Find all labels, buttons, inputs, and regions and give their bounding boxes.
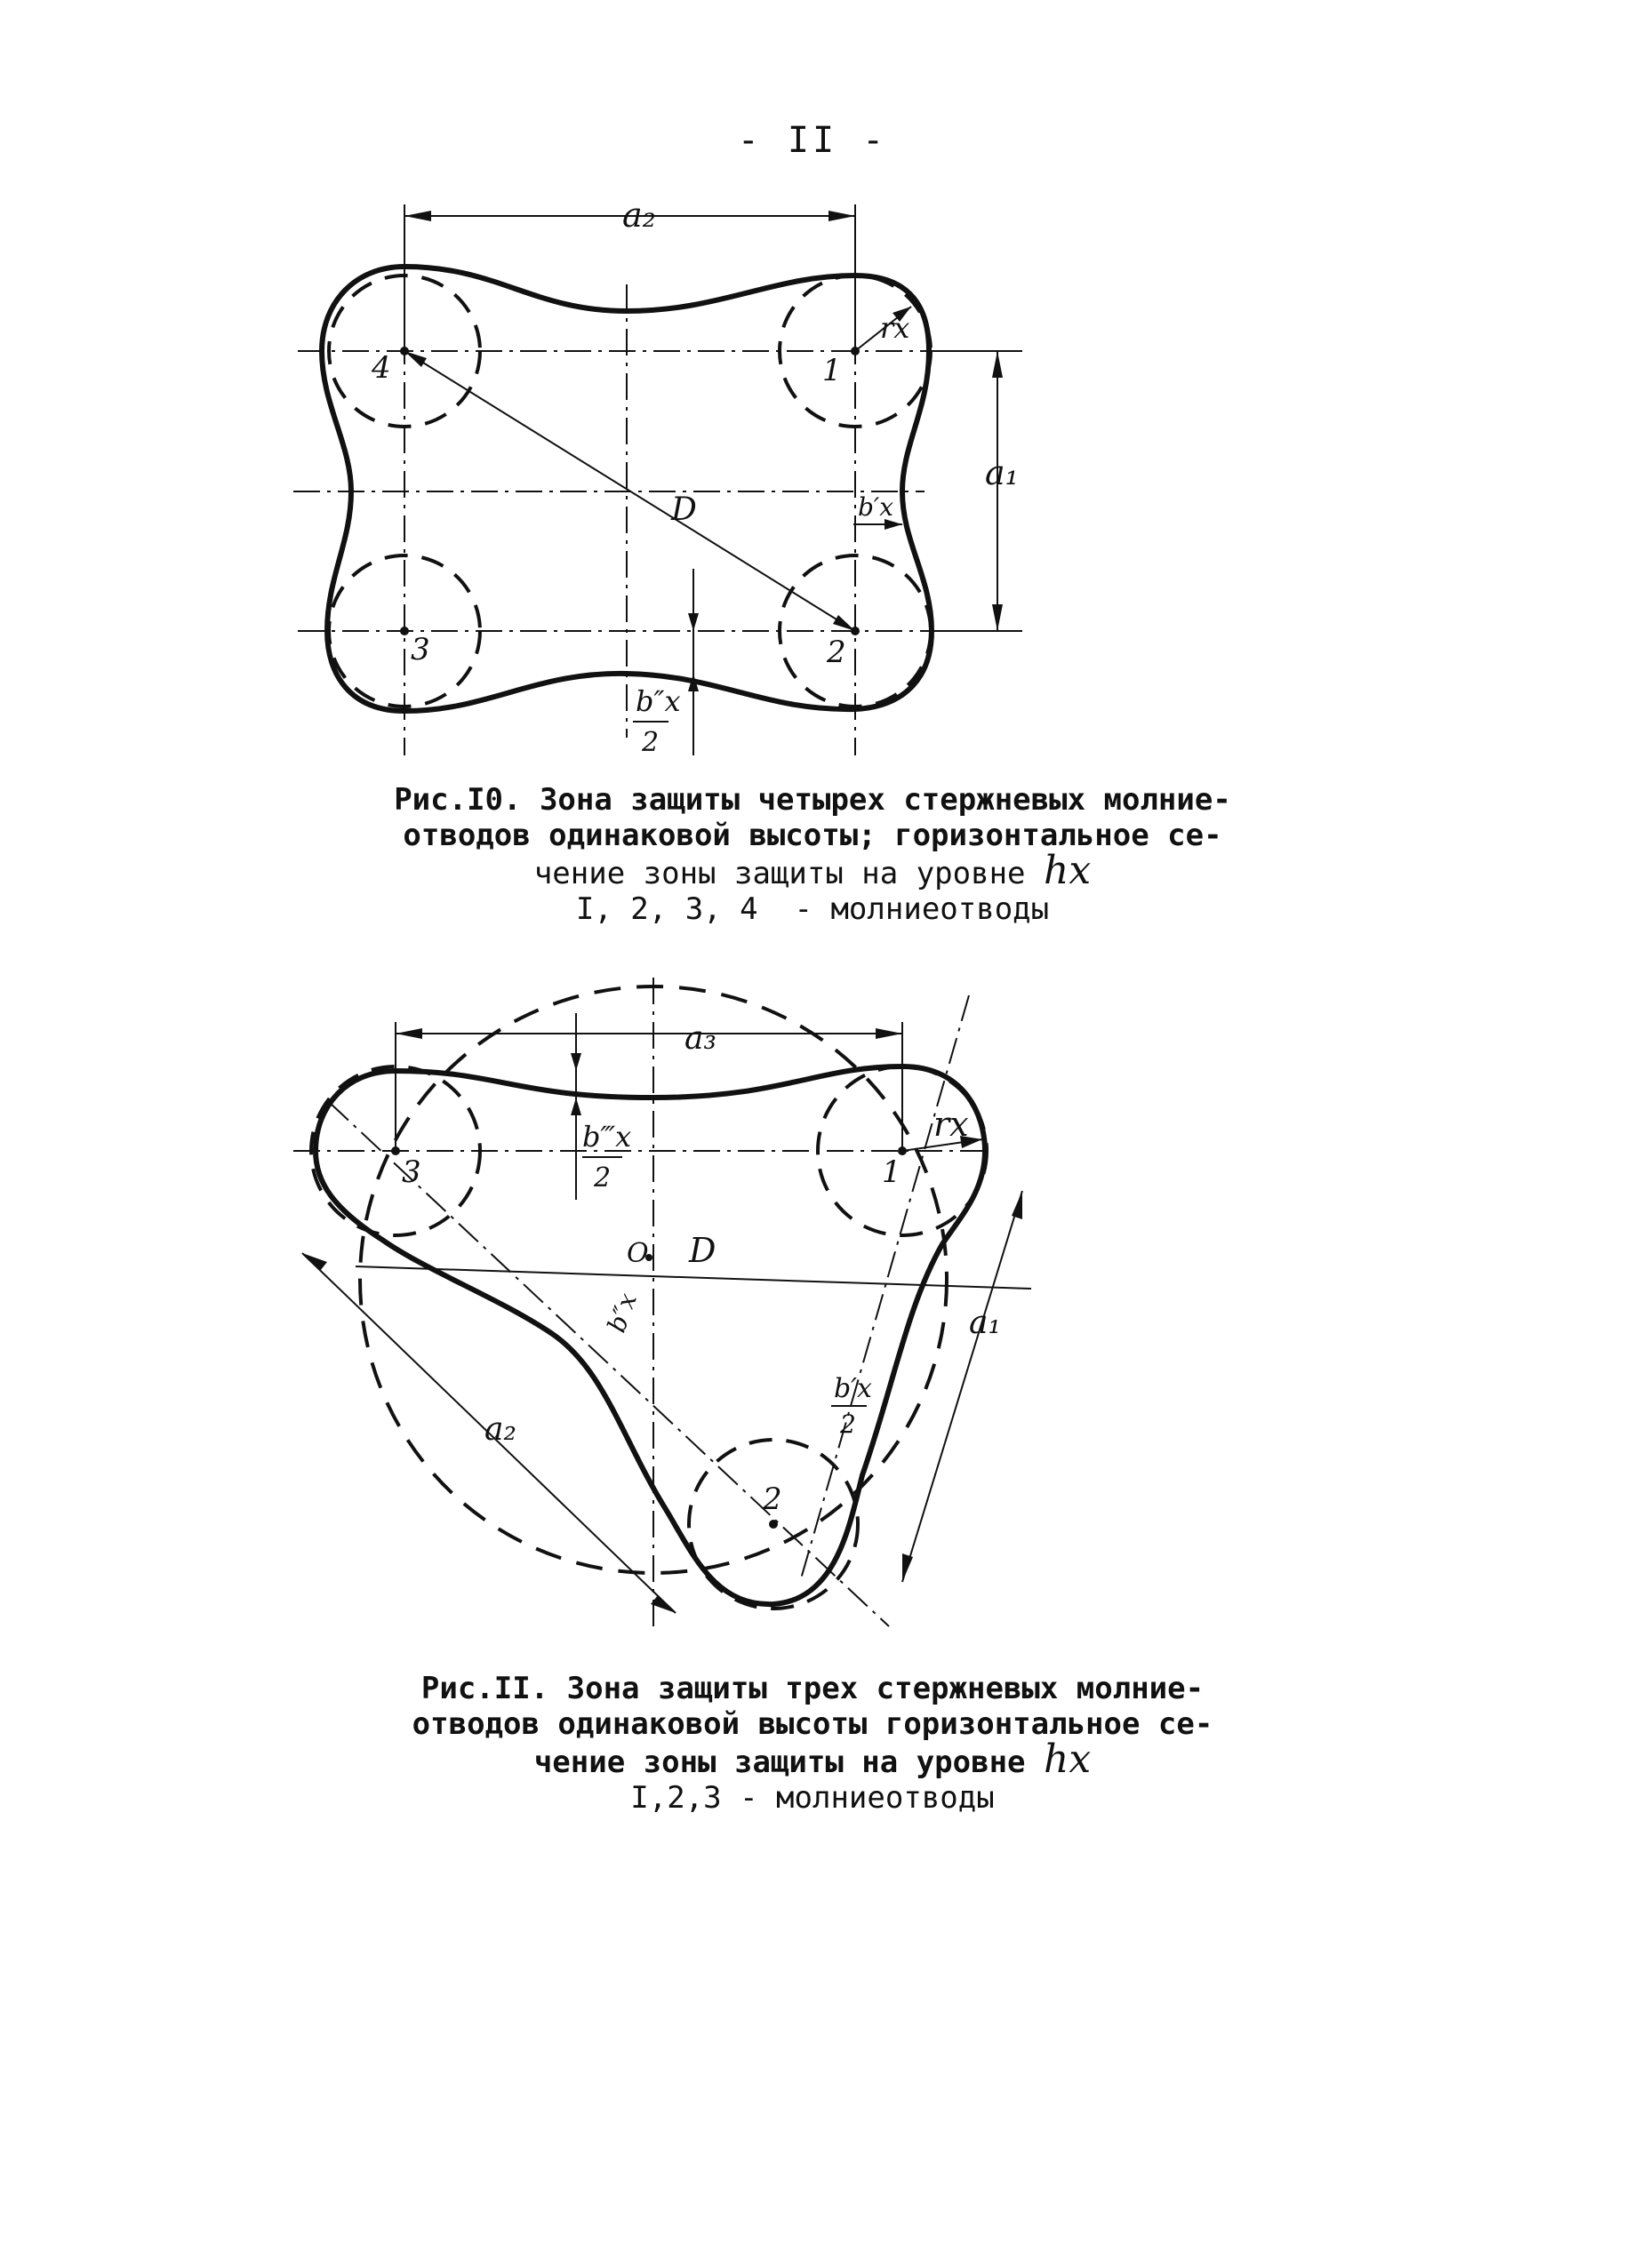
caption-10-line2: отводов одинаковой высоты; горизонтальное се- <box>403 818 1222 853</box>
label-bx1-3: b′x <box>834 1373 872 1404</box>
label-bx2-3: b″x <box>601 1289 643 1337</box>
label-bx3: b‴x <box>582 1120 632 1154</box>
label-bx3-den: 2 <box>594 1162 612 1194</box>
label-bx1-3-den: 2 <box>840 1410 856 1439</box>
label-bx2: b″x <box>636 684 681 718</box>
label-D-3: D <box>689 1231 716 1270</box>
label-a2-3: a₂ <box>484 1411 516 1448</box>
caption-11-line4: I,2,3 - молниеотводы <box>630 1780 995 1816</box>
label-rx: rx <box>880 311 910 345</box>
rod-label-1-3: 1 <box>882 1154 901 1190</box>
label-a1: a₁ <box>985 453 1019 492</box>
caption-10-line4: I, 2, 3, 4 - молниеотводы <box>575 891 1050 927</box>
rod-label-2: 2 <box>827 635 846 670</box>
label-bx2-den: 2 <box>642 727 660 758</box>
label-rx-3: rx <box>933 1105 969 1144</box>
label-a1-3: a₁ <box>969 1305 1001 1341</box>
label-a3: a₃ <box>684 1020 716 1057</box>
label-a2: a₂ <box>622 196 656 235</box>
caption-10-line3: чение зоны защиты на уровне <box>533 856 1026 891</box>
label-O: O <box>627 1238 649 1269</box>
rod-label-1: 1 <box>822 353 842 388</box>
rod-label-3: 3 <box>411 632 430 667</box>
caption-10-hx: hx <box>1044 848 1092 893</box>
label-bx1: b′x <box>858 492 894 522</box>
caption-11-line1: Рис.II. Зона защиты трех стержневых молние- <box>420 1671 1205 1706</box>
label-D: D <box>671 491 697 528</box>
page-number: - II - <box>737 120 888 161</box>
caption-11-hx: hx <box>1044 1737 1092 1782</box>
rod-label-2-3: 2 <box>763 1481 782 1517</box>
figure-11-caption <box>0 1671 1625 1816</box>
caption-11-line3: чение зоны защиты на уровне <box>533 1745 1026 1780</box>
caption-10-line1: Рис.I0. Зона защиты четырех стержневых молние- <box>394 782 1231 818</box>
protection-zone-outline-3 <box>316 1066 985 1604</box>
rod-label-4: 4 <box>372 350 391 386</box>
rod-label-3-3: 3 <box>402 1154 421 1190</box>
caption-11-line2: отводов одинаковой высоты горизонтальное се- <box>412 1706 1213 1742</box>
